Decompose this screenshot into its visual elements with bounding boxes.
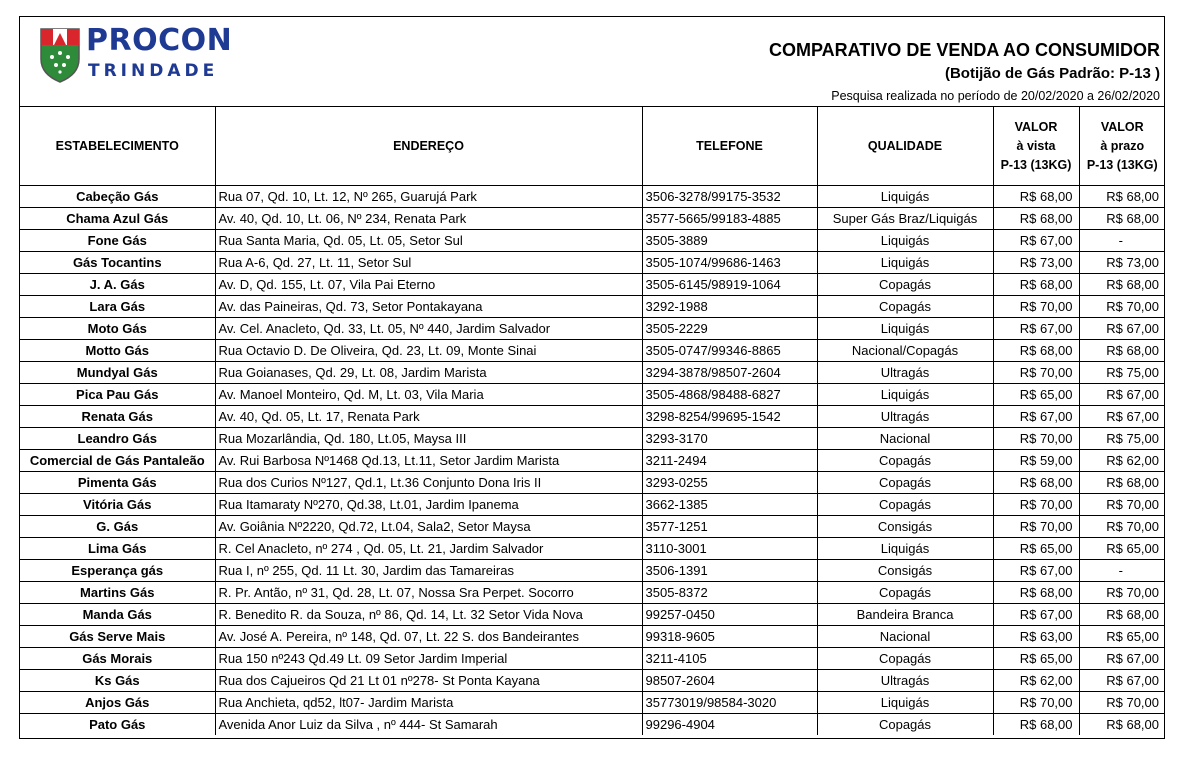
cell-quality: Copagás [817,494,993,516]
cell-quality: Liquigás [817,692,993,714]
cell-quality: Liquigás [817,230,993,252]
col-header-term-price [1079,107,1165,186]
cell-establishment: Ks Gás [20,670,215,692]
cell-establishment: Pica Pau Gás [20,384,215,406]
cell-establishment: Chama Azul Gás [20,208,215,230]
cell-address: Rua dos Curios Nº127, Qd.1, Lt.36 Conjunto Dona Iris II [215,472,642,494]
cell-cash-price: R$ 68,00 [993,274,1079,296]
cell-phone: 35773019/98584-3020 [642,692,817,714]
cell-quality: Nacional/Copagás [817,340,993,362]
cell-quality: Liquigás [817,538,993,560]
procon-logo [38,23,233,89]
table-row [20,692,1165,714]
cell-cash-price: R$ 68,00 [993,472,1079,494]
cell-address: R. Benedito R. da Souza, nº 86, Qd. 14, Lt. 32 Setor Vida Nova [215,604,642,626]
table-row [20,494,1165,516]
cell-address: Av. Rui Barbosa Nº1468 Qd.13, Lt.11, Setor Jardim Marista [215,450,642,472]
cell-quality: Copagás [817,714,993,736]
cell-address: Rua Mozarlândia, Qd. 180, Lt.05, Maysa III [215,428,642,450]
cell-establishment: Fone Gás [20,230,215,252]
table-row [20,670,1165,692]
cell-phone: 3211-4105 [642,648,817,670]
cell-quality: Copagás [817,648,993,670]
cell-cash-price: R$ 68,00 [993,208,1079,230]
cell-cash-price: R$ 67,00 [993,604,1079,626]
cell-cash-price: R$ 70,00 [993,296,1079,318]
cell-quality: Consigás [817,516,993,538]
col-header-term-line1: VALOR [1100,119,1144,134]
table-row [20,274,1165,296]
col-header-establishment: ESTABELECIMENTO [20,107,215,186]
cell-cash-price: R$ 67,00 [993,406,1079,428]
cell-term-price: R$ 70,00 [1079,296,1165,318]
table-row [20,714,1165,736]
col-header-term-line2: à prazo [1100,138,1145,153]
cell-phone: 3292-1988 [642,296,817,318]
cell-address: Rua A-6, Qd. 27, Lt. 11, Setor Sul [215,252,642,274]
price-comparison-sheet [19,16,1165,739]
cell-address: Rua Goianases, Qd. 29, Lt. 08, Jardim Marista [215,362,642,384]
cell-quality: Ultragás [817,362,993,384]
cell-address: Rua Anchieta, qd52, lt07- Jardim Marista [215,692,642,714]
cell-quality: Ultragás [817,670,993,692]
cell-term-price: R$ 68,00 [1079,714,1165,736]
cell-cash-price: R$ 67,00 [993,230,1079,252]
table-row [20,362,1165,384]
cell-phone: 3505-6145/98919-1064 [642,274,817,296]
cell-term-price: R$ 67,00 [1079,670,1165,692]
col-header-phone: TELEFONE [642,107,817,186]
cell-establishment: Pimenta Gás [20,472,215,494]
cell-quality: Liquigás [817,384,993,406]
cell-address: Av. D, Qd. 155, Lt. 07, Vila Pai Eterno [215,274,642,296]
cell-cash-price: R$ 65,00 [993,538,1079,560]
cell-address: Avenida Anor Luiz da Silva , nº 444- St Samarah [215,714,642,736]
table-row [20,252,1165,274]
cell-address: Rua 07, Qd. 10, Lt. 12, Nº 265, Guarujá Park [215,186,642,208]
cell-cash-price: R$ 68,00 [993,340,1079,362]
cell-term-price: R$ 73,00 [1079,252,1165,274]
table-row [20,604,1165,626]
cell-phone: 3505-0747/99346-8865 [642,340,817,362]
cell-cash-price: R$ 70,00 [993,516,1079,538]
cell-term-price: R$ 65,00 [1079,626,1165,648]
cell-establishment: Lima Gás [20,538,215,560]
col-header-quality: QUALIDADE [817,107,993,186]
cell-term-price: R$ 67,00 [1079,318,1165,340]
cell-term-price: R$ 68,00 [1079,604,1165,626]
col-header-cash-line3: P-13 (13KG) [1000,157,1072,172]
cell-phone: 99257-0450 [642,604,817,626]
cell-cash-price: R$ 68,00 [993,714,1079,736]
table-row [20,516,1165,538]
cell-phone: 3662-1385 [642,494,817,516]
sheet-header [20,17,1164,107]
cell-term-price: R$ 67,00 [1079,648,1165,670]
cell-cash-price: R$ 70,00 [993,494,1079,516]
cell-establishment: G. Gás [20,516,215,538]
cell-term-price: R$ 75,00 [1079,362,1165,384]
cell-phone: 3505-2229 [642,318,817,340]
table-row [20,626,1165,648]
cell-cash-price: R$ 67,00 [993,318,1079,340]
cell-cash-price: R$ 65,00 [993,648,1079,670]
cell-term-price: R$ 67,00 [1079,406,1165,428]
table-row [20,450,1165,472]
cell-establishment: J. A. Gás [20,274,215,296]
cell-quality: Ultragás [817,406,993,428]
cell-phone: 3294-3878/98507-2604 [642,362,817,384]
cell-cash-price: R$ 70,00 [993,362,1079,384]
cell-phone: 3506-1391 [642,560,817,582]
cell-establishment: Gás Serve Mais [20,626,215,648]
table-row [20,560,1165,582]
cell-quality: Consigás [817,560,993,582]
cell-address: Av. das Paineiras, Qd. 73, Setor Pontakayana [215,296,642,318]
table-row [20,318,1165,340]
table-row [20,472,1165,494]
cell-address: Rua Itamaraty Nº270, Qd.38, Lt.01, Jardim Ipanema [215,494,642,516]
cell-address: R. Cel Anacleto, nº 274 , Qd. 05, Lt. 21, Jardim Salvador [215,538,642,560]
cell-phone: 3505-4868/98488-6827 [642,384,817,406]
cell-term-price: R$ 68,00 [1079,208,1165,230]
cell-establishment: Motto Gás [20,340,215,362]
cell-phone: 3211-2494 [642,450,817,472]
cell-cash-price: R$ 68,00 [993,582,1079,604]
cell-phone: 3110-3001 [642,538,817,560]
cell-term-price: R$ 70,00 [1079,582,1165,604]
cell-address: Av. 40, Qd. 10, Lt. 06, Nº 234, Renata Park [215,208,642,230]
cell-cash-price: R$ 65,00 [993,384,1079,406]
table-header-row [20,107,1165,186]
cell-term-price: R$ 70,00 [1079,692,1165,714]
table-body [20,186,1165,736]
cell-cash-price: R$ 70,00 [993,692,1079,714]
cell-cash-price: R$ 59,00 [993,450,1079,472]
cell-quality: Copagás [817,296,993,318]
cell-phone: 99296-4904 [642,714,817,736]
table-row [20,340,1165,362]
cell-term-price: R$ 75,00 [1079,428,1165,450]
cell-address: Av. Goiânia Nº2220, Qd.72, Lt.04, Sala2, Setor Maysa [215,516,642,538]
cell-establishment: Gás Morais [20,648,215,670]
cell-establishment: Pato Gás [20,714,215,736]
page-title: COMPARATIVO DE VENDA AO CONSUMIDOR [768,40,1160,60]
cell-term-price: R$ 67,00 [1079,384,1165,406]
cell-phone: 99318-9605 [642,626,817,648]
cell-cash-price: R$ 68,00 [993,186,1079,208]
table-row [20,428,1165,450]
table-row [20,230,1165,252]
cell-quality: Copagás [817,472,993,494]
cell-cash-price: R$ 67,00 [993,560,1079,582]
cell-phone: 3505-3889 [642,230,817,252]
cell-quality: Super Gás Braz/Liquigás [817,208,993,230]
col-header-cash-line2: à vista [1016,138,1056,153]
cell-quality: Copagás [817,582,993,604]
cell-address: R. Pr. Antão, nº 31, Qd. 28, Lt. 07, Nossa Sra Perpet. Socorro [215,582,642,604]
table-row [20,384,1165,406]
cell-establishment: Manda Gás [20,604,215,626]
cell-term-price: R$ 68,00 [1079,340,1165,362]
cell-quality: Nacional [817,428,993,450]
cell-address: Rua dos Cajueiros Qd 21 Lt 01 nº278- St Ponta Kayana [215,670,642,692]
cell-cash-price: R$ 62,00 [993,670,1079,692]
cell-address: Av. José A. Pereira, nº 148, Qd. 07, Lt. 22 S. dos Bandeirantes [215,626,642,648]
cell-phone: 3293-3170 [642,428,817,450]
cell-phone: 3577-1251 [642,516,817,538]
cell-establishment: Esperança gás [20,560,215,582]
cell-term-price: R$ 62,00 [1079,450,1165,472]
cell-term-price: R$ 70,00 [1079,516,1165,538]
cell-phone: 3505-1074/99686-1463 [642,252,817,274]
cell-term-price: R$ 68,00 [1079,472,1165,494]
cell-phone: 98507-2604 [642,670,817,692]
table-row [20,406,1165,428]
logo-subtitle: TRINDADE [88,61,219,81]
col-header-term-line3: P-13 (13KG) [1086,157,1158,172]
cell-cash-price: R$ 63,00 [993,626,1079,648]
cell-cash-price: R$ 73,00 [993,252,1079,274]
cell-establishment: Mundyal Gás [20,362,215,384]
survey-period: Pesquisa realizada no período de 20/02/2020 a 26/02/2020 [831,89,1160,103]
cell-quality: Copagás [817,450,993,472]
page-subtitle: (Botijão de Gás Padrão: P-13 ) [944,65,1160,82]
cell-quality: Nacional [817,626,993,648]
cell-establishment: Renata Gás [20,406,215,428]
cell-address: Av. Cel. Anacleto, Qd. 33, Lt. 05, Nº 440, Jardim Salvador [215,318,642,340]
shield-icon [38,25,82,83]
cell-address: Rua Octavio D. De Oliveira, Qd. 23, Lt. 09, Monte Sinai [215,340,642,362]
cell-address: Av. Manoel Monteiro, Qd. M, Lt. 03, Vila Maria [215,384,642,406]
cell-phone: 3505-8372 [642,582,817,604]
cell-establishment: Anjos Gás [20,692,215,714]
col-header-cash-line1: VALOR [1014,119,1058,134]
cell-phone: 3298-8254/99695-1542 [642,406,817,428]
price-table [20,107,1165,735]
cell-quality: Liquigás [817,318,993,340]
cell-term-price: R$ 68,00 [1079,186,1165,208]
cell-cash-price: R$ 70,00 [993,428,1079,450]
cell-quality: Bandeira Branca [817,604,993,626]
cell-address: Rua Santa Maria, Qd. 05, Lt. 05, Setor Sul [215,230,642,252]
cell-term-price: R$ 70,00 [1079,494,1165,516]
cell-establishment: Leandro Gás [20,428,215,450]
cell-term-price: R$ 68,00 [1079,274,1165,296]
logo-wordmark: PROCON [86,23,233,58]
table-row [20,186,1165,208]
col-header-address: ENDEREÇO [215,107,642,186]
cell-establishment: Vitória Gás [20,494,215,516]
cell-phone: 3577-5665/99183-4885 [642,208,817,230]
cell-quality: Copagás [817,274,993,296]
cell-phone: 3506-3278/99175-3532 [642,186,817,208]
table-row [20,648,1165,670]
cell-address: Rua I, nº 255, Qd. 11 Lt. 30, Jardim das Tamareiras [215,560,642,582]
cell-quality: Liquigás [817,252,993,274]
table-row [20,582,1165,604]
cell-term-price: - [1079,560,1165,582]
cell-establishment: Lara Gás [20,296,215,318]
cell-address: Av. 40, Qd. 05, Lt. 17, Renata Park [215,406,642,428]
table-row [20,538,1165,560]
cell-phone: 3293-0255 [642,472,817,494]
cell-term-price: R$ 65,00 [1079,538,1165,560]
cell-term-price: - [1079,230,1165,252]
cell-establishment: Gás Tocantins [20,252,215,274]
cell-establishment: Martins Gás [20,582,215,604]
col-header-cash-price [993,107,1079,186]
table-row [20,296,1165,318]
cell-address: Rua 150 nº243 Qd.49 Lt. 09 Setor Jardim Imperial [215,648,642,670]
cell-quality: Liquigás [817,186,993,208]
title-block [769,39,1160,105]
cell-establishment: Cabeção Gás [20,186,215,208]
cell-establishment: Comercial de Gás Pantaleão [20,450,215,472]
cell-establishment: Moto Gás [20,318,215,340]
table-row [20,208,1165,230]
